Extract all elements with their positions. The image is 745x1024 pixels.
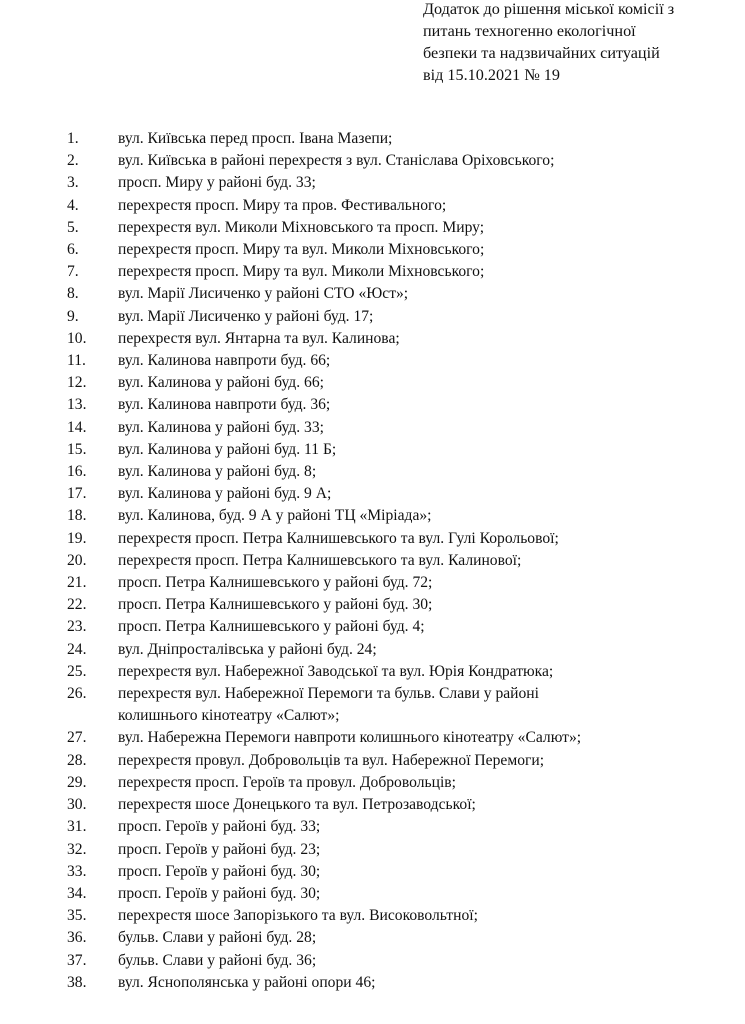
list-item-text: перехрестя провул. Добровольців та вул. Набережної Перемоги; xyxy=(118,751,545,769)
list-item-number: 20. xyxy=(67,551,87,569)
list-item-text: вул. Калинова у районі буд. 33; xyxy=(118,418,324,436)
list-item-text: вул. Київська перед просп. Івана Мазепи; xyxy=(118,130,393,147)
list-item-number: 11. xyxy=(67,352,86,370)
list-item xyxy=(0,661,745,683)
list-item-text: бульв. Слави у районі буд. 36; xyxy=(118,951,317,969)
header-line: від 15.10.2021 № 19 xyxy=(423,66,560,84)
list-item-number: 5. xyxy=(67,218,79,236)
list-item-text: перехрестя шосе Донецького та вул. Петрозаводської; xyxy=(118,796,476,814)
list-item xyxy=(0,839,745,861)
header-line: питань техногенно екологічної xyxy=(423,22,636,40)
list-item xyxy=(0,483,745,505)
list-item-text: вул. Калинова у районі буд. 8; xyxy=(118,463,317,481)
list-item xyxy=(0,372,745,394)
list-item-number: 27. xyxy=(67,729,87,747)
list-item-text: перехрестя просп. Петра Калнишевського та вул. Гулі Корольової; xyxy=(118,529,559,547)
list-item xyxy=(0,394,745,416)
list-item-number: 8. xyxy=(67,285,79,303)
list-item xyxy=(0,883,745,905)
list-item xyxy=(0,639,745,661)
list-item-number: 34. xyxy=(67,884,87,902)
list-item xyxy=(0,972,745,994)
list-item-text: перехрестя вул. Миколи Міхновського та просп. Миру; xyxy=(118,218,485,236)
list-item-number: 32. xyxy=(67,840,87,858)
list-item-number: 38. xyxy=(67,973,87,991)
list-item xyxy=(0,683,745,727)
list-item xyxy=(0,128,745,150)
list-item-number: 19. xyxy=(67,529,87,547)
list-item-number: 6. xyxy=(67,241,79,259)
list-item-number: 35. xyxy=(67,907,87,925)
list-item-text: вул. Калинова навпроти буд. 36; xyxy=(118,396,331,414)
list-item-text: просп. Героїв у районі буд. 33; xyxy=(118,818,321,836)
list-item xyxy=(0,927,745,949)
list-item xyxy=(0,861,745,883)
list-item-text: вул. Марії Лисиченко у районі буд. 17; xyxy=(118,307,374,325)
list-item-number: 16. xyxy=(67,463,87,481)
list-item xyxy=(0,794,745,816)
list-item xyxy=(0,439,745,461)
list-item xyxy=(0,150,745,172)
list-item-number: 23. xyxy=(67,618,87,636)
list-item-number: 7. xyxy=(67,263,79,281)
list-item-number: 13. xyxy=(67,396,87,414)
list-item xyxy=(0,816,745,838)
list-item-text: вул. Яснополянська у районі опори 46; xyxy=(118,973,376,991)
list-item-text: просп. Петра Калнишевського у районі буд. 72; xyxy=(118,574,433,592)
list-item-number: 12. xyxy=(67,374,87,392)
list-item-text-continuation: колишнього кінотеатру «Салют»; xyxy=(118,707,340,725)
list-item-number: 14. xyxy=(67,418,87,436)
list-item-number: 21. xyxy=(67,574,87,592)
list-item xyxy=(0,461,745,483)
list-item-number: 24. xyxy=(67,640,87,658)
list-item-number: 33. xyxy=(67,862,87,880)
list-item xyxy=(0,239,745,261)
list-item-text: вул. Марії Лисиченко у районі СТО «Юст»; xyxy=(118,285,409,303)
list-item-number: 2. xyxy=(67,152,79,170)
list-item xyxy=(0,550,745,572)
list-item-number: 31. xyxy=(67,818,87,836)
list-item-text: бульв. Слави у районі буд. 28; xyxy=(118,929,317,947)
list-item xyxy=(0,261,745,283)
list-item-text: перехрестя просп. Петра Калнишевського та вул. Калинової; xyxy=(118,551,522,569)
list-item-number: 18. xyxy=(67,507,87,525)
list-item xyxy=(0,217,745,239)
list-item-text: вул. Набережна Перемоги навпроти колишнього кінотеатру «Салют»; xyxy=(118,729,582,747)
header-line: Додаток до рішення міської комісії з xyxy=(423,0,675,18)
list-item xyxy=(0,950,745,972)
header-line: безпеки та надзвичайних ситуацій xyxy=(423,44,660,62)
list-item xyxy=(0,594,745,616)
list-item xyxy=(0,572,745,594)
list-item xyxy=(0,528,745,550)
list-item-text: просп. Петра Калнишевського у районі буд. 30; xyxy=(118,596,433,614)
list-item-text: перехрестя просп. Миру та вул. Миколи Міхновського; xyxy=(118,263,485,281)
list-item xyxy=(0,172,745,194)
list-item-number: 10. xyxy=(67,329,87,347)
list-item-text: перехрестя просп. Миру та пров. Фестивального; xyxy=(118,196,447,214)
list-item-text: вул. Калинова у районі буд. 9 А; xyxy=(118,485,332,503)
list-item-number: 17. xyxy=(67,485,87,503)
location-list xyxy=(0,128,745,994)
list-item xyxy=(0,505,745,527)
list-item-number: 30. xyxy=(67,796,87,814)
list-item xyxy=(0,195,745,217)
list-item-text: просп. Петра Калнишевського у районі буд. 4; xyxy=(118,618,425,636)
list-item xyxy=(0,306,745,328)
list-item-text: вул. Калинова у районі буд. 66; xyxy=(118,374,324,392)
list-item-number: 1. xyxy=(67,130,79,147)
list-item-text: вул. Київська в районі перехрестя з вул. Станіслава Оріховського; xyxy=(118,152,555,170)
list-item xyxy=(0,727,745,749)
list-item-text: перехрестя вул. Набережної Перемоги та бульв. Слави у районі xyxy=(118,685,539,703)
list-item-text: вул. Дніпросталівська у районі буд. 24; xyxy=(118,640,377,658)
list-item-text: перехрестя вул. Набережної Заводської та вул. Юрія Кондратюка; xyxy=(118,662,554,680)
list-item xyxy=(0,905,745,927)
list-item-text: вул. Калинова у районі буд. 11 Б; xyxy=(118,440,337,458)
list-item-text: вул. Калинова навпроти буд. 66; xyxy=(118,352,331,370)
list-item xyxy=(0,283,745,305)
list-item-number: 15. xyxy=(67,440,87,458)
list-item-text: просп. Героїв у районі буд. 30; xyxy=(118,862,321,880)
list-item-text: просп. Героїв у районі буд. 23; xyxy=(118,840,321,858)
list-item-number: 36. xyxy=(67,929,87,947)
list-item-text: перехрестя шосе Запорізького та вул. Високовольтної; xyxy=(118,907,478,925)
list-item xyxy=(0,616,745,638)
list-item-number: 37. xyxy=(67,951,87,969)
list-item-number: 22. xyxy=(67,596,87,614)
list-item-text: перехрестя вул. Янтарна та вул. Калинова; xyxy=(118,329,400,347)
list-item xyxy=(0,772,745,794)
list-item-number: 9. xyxy=(67,307,79,325)
list-item xyxy=(0,328,745,350)
list-item-text: перехрестя просп. Героїв та провул. Добровольців; xyxy=(118,773,456,791)
list-item-text: просп. Героїв у районі буд. 30; xyxy=(118,884,321,902)
list-item-text: просп. Миру у районі буд. 33; xyxy=(118,174,316,192)
list-item-number: 3. xyxy=(67,174,79,192)
list-item-number: 26. xyxy=(67,685,87,703)
list-item xyxy=(0,750,745,772)
list-item-number: 4. xyxy=(67,196,79,214)
document-header xyxy=(423,0,741,86)
list-item-number: 29. xyxy=(67,773,87,791)
list-item-text: вул. Калинова, буд. 9 А у районі ТЦ «Міріада»; xyxy=(118,507,432,525)
list-item xyxy=(0,417,745,439)
list-item-text: перехрестя просп. Миру та вул. Миколи Міхновського; xyxy=(118,241,485,259)
list-item xyxy=(0,350,745,372)
list-item-number: 28. xyxy=(67,751,87,769)
list-item-number: 25. xyxy=(67,662,87,680)
